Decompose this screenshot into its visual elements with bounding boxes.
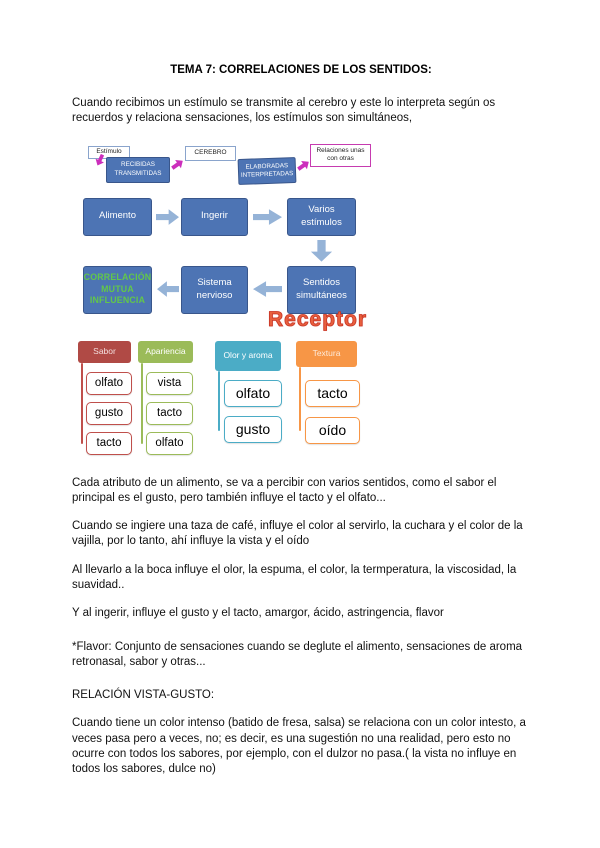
list-header-olor-y-aroma: Olor y aroma [215,341,281,371]
estimulo-label: Estímulo [88,146,130,159]
list-item: vista [146,372,193,395]
list-spine [81,363,83,444]
list-spine [299,367,301,431]
list-item: olfato [224,380,282,407]
receptor-wordart: Receptor [268,307,368,331]
list-header-apariencia: Apariencia [138,341,193,363]
relaciones-box: Relaciones unas con otras [310,144,371,167]
arrow-left-icon [253,281,282,298]
page-title: TEMA 7: CORRELACIONES DE LOS SENTIDOS: [170,64,432,76]
list-spine [218,371,220,431]
paragraph-atributo: Cada atributo de un alimento, se va a percibir con varios sentidos, como el sabor el principal es el gusto, pero también influye el tacto y el olfato... [72,476,497,504]
list-item: gusto [224,416,282,443]
list-item: olfato [146,432,193,455]
flow-box-sentidos-simultaneos: Sentidos simultáneos [287,266,356,314]
list-header-sabor: Sabor [78,341,131,363]
cerebro-label: CEREBRO [185,146,236,161]
magenta-arrow-icon [169,156,186,172]
senses-diagram [72,140,530,464]
list-item: tacto [146,402,193,425]
list-item: olfato [86,372,132,395]
arrow-right-icon [156,209,179,226]
flow-box-varios-estimulos: Varios estímulos [287,198,356,236]
paragraph-vista-gusto: Cuando tiene un color intenso (batido de fresa, salsa) se relaciona con un color intesto, a veces pasa pero a veces, no; es decir, es una sugestión no una realidad, pero esto no ocurre con todos los sabores, por ejemplo, con el dulzor no pasa.( la vista no influye en todos los sabores, dulce no) [72,717,526,776]
recibidas-box: RECIBIDAS TRANSMITIDAS [106,157,170,183]
paragraph-cafe: Cuando se ingiere una taza de café, influye el color al servirlo, la cuchara y el color de la vajilla, por lo tanto, ahí influye la vista y el oído [72,520,523,548]
list-item: tacto [305,380,360,407]
paragraph-boca: Al llevarlo a la boca influye el olor, la espuma, el color, la termperatura, la viscosidad, la suavidad.. [72,563,517,591]
list-header-textura: Textura [296,341,357,367]
list-item: tacto [86,432,132,455]
elaboradas-box: ELABORADAS INTERPRETADAS [238,157,297,185]
flow-box-sistema-nervioso: Sistema nervioso [181,266,248,314]
flow-box-alimento: Alimento [83,198,152,236]
list-item: oído [305,417,360,444]
paragraph-flavor: *Flavor: Conjunto de sensaciones cuando se deglute el alimento, sensaciones de aroma retronasal, sabor y otras... [72,640,523,668]
list-item: gusto [86,402,132,425]
flow-box-ingerir: Ingerir [181,198,248,236]
flow-box-correlacion: CORRELACIÓN MUTUA INFLUENCIA [83,266,152,314]
paragraph-ingerir: Y al ingerir, influye el gusto y el tacto, amargor, ácido, astringencia, flavor [72,607,444,620]
list-spine [141,363,143,444]
subheading-relacion-vista-gusto: RELACIÓN VISTA-GUSTO: [72,689,215,702]
paragraph-intro: Cuando recibimos un estímulo se transmite al cerebro y este lo interpreta según os recuerdos y relaciona sensaciones, los estímulos son simultáneos, [72,97,496,125]
document-content [72,64,530,791]
arrow-left-icon [157,281,179,298]
arrow-right-icon [253,209,282,226]
arrow-down-icon [310,240,333,262]
